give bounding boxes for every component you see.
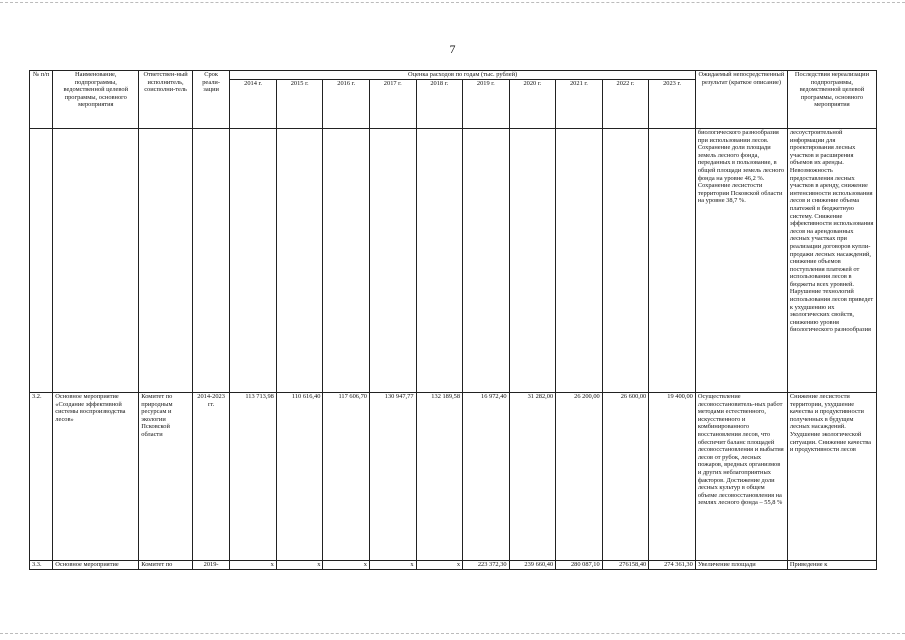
row-value: 26 600,00 <box>602 393 649 561</box>
row-value: х <box>416 561 463 570</box>
row-consequences: Снижение лесистости территории, ухудшение качества и продуктивности полученных в будущем лесных насаждений. Ухудшение экологической ситуации. Снижение качества и продуктивности лесов <box>787 393 876 561</box>
header-year: 2020 г. <box>509 80 556 129</box>
header-year: 2015 г. <box>276 80 323 129</box>
row-responsible: Комитет по природным ресурсам и экологии Псковской области <box>139 393 193 561</box>
row-term: 2014-2023 гг. <box>192 393 229 561</box>
row-value: 19 400,00 <box>649 393 696 561</box>
row-expected: Осуществление лесовосстановитель-ных работ методами естественного, искусственного и комбинированного восстановления лесов, что обеспечит баланс площадей лесовосстановления и выбытия лесов от рубок, лесных пожаров, вредных организмов и других неблагоприятных факторов. Достижение доли лесных культур в общем объеме лесовосстановления на землях лесного фонда – 55,8 % <box>695 393 787 561</box>
bottom-edge-line <box>0 633 905 634</box>
row-value: х <box>369 561 416 570</box>
table-row <box>30 561 877 570</box>
top-edge-line <box>0 2 905 3</box>
header-year: 2018 г. <box>416 80 463 129</box>
row-value: 31 282,00 <box>509 393 556 561</box>
header-year: 2019 г. <box>463 80 510 129</box>
header-num: № п/п <box>30 71 53 129</box>
row-term: 2019- <box>192 561 229 570</box>
row-value: 130 947,77 <box>369 393 416 561</box>
row-num: 3.3. <box>30 561 53 570</box>
row-value: 16 972,40 <box>463 393 510 561</box>
row-value: 280 087,10 <box>556 561 603 570</box>
header-name: Наименование, подпрограммы, ведомственной целевой программы, основного мероприятия <box>53 71 139 129</box>
header-expenses: Оценка расходов по годам (тыс. рублей) <box>230 71 696 80</box>
row-value: 223 372,30 <box>463 561 510 570</box>
header-year: 2022 г. <box>602 80 649 129</box>
row-consequences: Приведение к <box>787 561 876 570</box>
row-value: х <box>230 561 277 570</box>
continuation-expected: биологического разнообразия при использовании лесов. Сохранение доли площади земель лесного фонда, переданных в пользование, в общей площади земель лесного фонда на уровне 46,2 %. Сохранение лесистости территории Псковской области на уровне 38,7 %. <box>695 129 787 393</box>
row-num: 3.2. <box>30 393 53 561</box>
header-year: 2014 г. <box>230 80 277 129</box>
row-name: Основное мероприятие <box>53 561 139 570</box>
header-responsible: Ответствен-ный исполнитель, соисполни-тель <box>139 71 193 129</box>
table-row <box>30 393 877 561</box>
header-term: Срок реали-зации <box>192 71 229 129</box>
row-value: 113 713,98 <box>230 393 277 561</box>
program-table <box>29 70 877 570</box>
header-year: 2017 г. <box>369 80 416 129</box>
header-consequences: Последствия нереализации подпрограммы, ведомственной целевой программы, основного мероприятия <box>787 71 876 129</box>
row-value: 117 606,70 <box>323 393 370 561</box>
row-expected: Увеличение площади <box>695 561 787 570</box>
row-value: 110 616,40 <box>276 393 323 561</box>
row-value: х <box>276 561 323 570</box>
continuation-consequences: лесоустроительной информации для проектирования лесных участков и расширения объемов их аренды. Невозможность предоставления лесных участков в аренду, снижение интенсивности использования лесов и снижение объема платежей в бюджетную систему. Снижение эффективности использования лесов на арендованных лесных участках при реализации договоров купли-продажи лесных насаждений, снижение объемов поступления платежей от использования лесов в бюджеты всех уровней. Нарушение технологий использования лесов приведет к ухудшению их экологических свойств, снижению уровня биологического разнообразия <box>787 129 876 393</box>
header-expected-result: Ожидаемый непосредственный результат (краткое описание) <box>695 71 787 129</box>
row-value: 276158,40 <box>602 561 649 570</box>
row-value: 239 660,40 <box>509 561 556 570</box>
row-value: 26 200,00 <box>556 393 603 561</box>
table-row-continuation <box>30 129 877 393</box>
row-responsible: Комитет по <box>139 561 193 570</box>
page-number: 7 <box>449 42 456 56</box>
row-value: 274 361,30 <box>649 561 696 570</box>
row-value: х <box>323 561 370 570</box>
row-name: Основное мероприятие «Создание эффективной системы воспроизводства лесов» <box>53 393 139 561</box>
header-year: 2021 г. <box>556 80 603 129</box>
header-year: 2023 г. <box>649 80 696 129</box>
row-value: 132 189,58 <box>416 393 463 561</box>
header-year: 2016 г. <box>323 80 370 129</box>
